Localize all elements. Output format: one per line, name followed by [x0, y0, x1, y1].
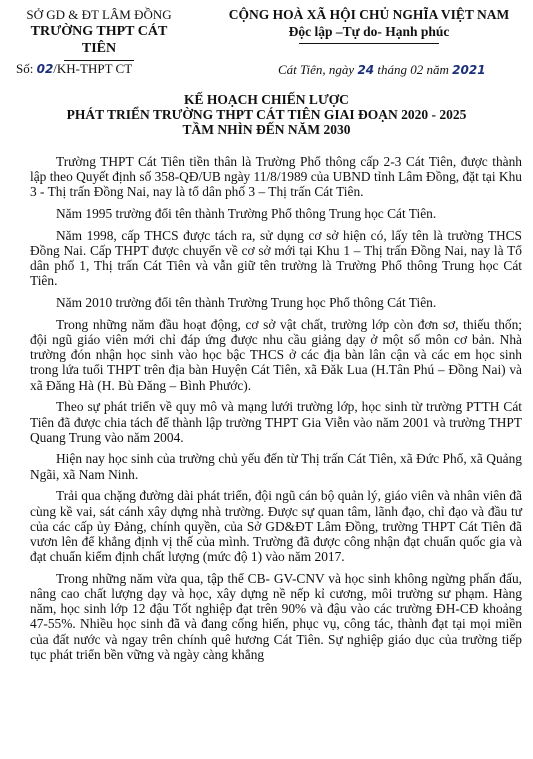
national-header	[210, 6, 528, 44]
body-paragraph: Theo sự phát triển về quy mô và mạng lưới trường lớp, học sinh từ trường PTTH Cát Tiên đã được chia tách để thành lập trường THPT Gia Viễn vào năm 2001 và trường THPT Quang Trung vào năm 2004.	[30, 399, 522, 445]
document-number: Số: 02/KH-THPT CT	[16, 61, 133, 76]
title-line-2: PHÁT TRIỂN TRƯỜNG THPT CÁT TIÊN GIAI ĐOẠN 2020 - 2025	[66, 107, 467, 122]
document-date: Cát Tiên, ngày 24 tháng 02 năm 2021	[278, 62, 486, 77]
handwritten-day: 24	[357, 63, 375, 77]
body-paragraph: Trải qua chặng đường dài phát triển, đội ngũ cán bộ quản lý, giáo viên và nhân viên đã cùng kề vai, sát cánh xây dựng nhà trường. Được sự quan tâm, lãnh đạo, chỉ đạo và đầu tư của các cấp ủy Đảng, chính quyền, của Sở GD&ĐT Lâm Đồng, trường THPT Cát Tiên đã vươn lên để khẳng định vị thế của mình. Trường đã được công nhận đạt chuẩn quốc gia và đạt chuẩn kiểm định chất lượng (mức độ 1) vào năm 2017.	[30, 488, 522, 565]
title-line-1: KẾ HOẠCH CHIẾN LƯỢC	[184, 92, 349, 107]
department-name: SỞ GD & ĐT LÂM ĐỒNG	[26, 7, 172, 22]
document-title	[0, 92, 533, 137]
handwritten-number: 02	[36, 62, 54, 76]
handwritten-year: 2021	[452, 63, 486, 77]
school-name: TRƯỜNG THPT CÁT TIÊN	[30, 24, 168, 56]
national-motto: Độc lập –Tự do- Hạnh phúc	[288, 24, 450, 39]
body-paragraph: Năm 1998, cấp THCS được tách ra, sử dụng cơ sở hiện có, lấy tên là trường THCS Đồng Nai. Cấp THPT được chuyển về cơ sở mới tại Khu 1 – Thị trấn Đồng Nai, nay là Tổ dân phố 1, Thị trấn Cát Tiên và vẫn giữ tên trường là Trường Phổ thông Trung học Cát Tiên.	[30, 227, 522, 289]
document-body	[30, 154, 522, 669]
body-paragraph: Trường THPT Cát Tiên tiền thân là Trường Phổ thông cấp 2-3 Cát Tiên, được thành lập theo Quyết định số 358-QĐ/UB ngày 11/8/1989 của UBND tỉnh Lâm Đồng, đặt tại Khu 3 - Thị trấn Đồng Nai, nay là tổ dân phố 3 – Thị trấn Cát Tiên.	[30, 154, 522, 200]
country-name: CỘNG HOÀ XÃ HỘI CHỦ NGHĨA VIỆT NAM	[228, 7, 510, 22]
body-paragraph: Trong những năm vừa qua, tập thể CB- GV-CNV và học sinh không ngừng phấn đấu, nâng cao chất lượng dạy và học, xây dựng nề nếp kỉ cương, môi trường sư phạm. Hàng năm, học sinh lớp 12 đậu Tốt nghiệp đạt trên 90% và đậu vào các trường ĐH-CĐ khoảng 47-55%. Nhiều học sinh đã và đang cống hiến, phục vụ, công tác, thành đạt tại mọi miền của đất nước và ngay trên chính quê hương Cát Tiên. Sự nghiệp giáo dục của trường tiếp tục phát triển bền vững và ngày càng khẳng	[30, 570, 522, 662]
issuer-header	[14, 6, 184, 61]
title-line-3: TẦM NHÌN ĐẾN NĂM 2030	[182, 122, 351, 137]
body-paragraph: Trong những năm đầu hoạt động, cơ sở vật chất, trường lớp còn đơn sơ, thiếu thốn; đội ngũ giáo viên mới chỉ đáp ứng được nhu cầu giảng dạy ở một số môn cơ bản. Nhà trường đón nhận học sinh vào học bậc THCS ở các địa bàn lân cận và các em học sinh trong lứa tuổi THPT trên địa bàn Huyện Cát Tiên, xã Đăk Lua (H.Tân Phú – Đồng Nai) và xã Đăng Hà (H. Bù Đăng – Bình Phước).	[30, 316, 522, 393]
body-paragraph: Năm 1995 trường đổi tên thành Trường Phổ thông Trung học Cát Tiên.	[56, 206, 437, 222]
body-paragraph: Năm 2010 trường đổi tên thành Trường Trung học Phổ thông Cát Tiên.	[56, 295, 437, 311]
body-paragraph: Hiện nay học sinh của trường chủ yếu đến từ Thị trấn Cát Tiên, xã Đức Phổ, xã Quảng Ngãi, xã Nam Ninh.	[30, 451, 522, 482]
header-right-underline	[299, 43, 439, 44]
